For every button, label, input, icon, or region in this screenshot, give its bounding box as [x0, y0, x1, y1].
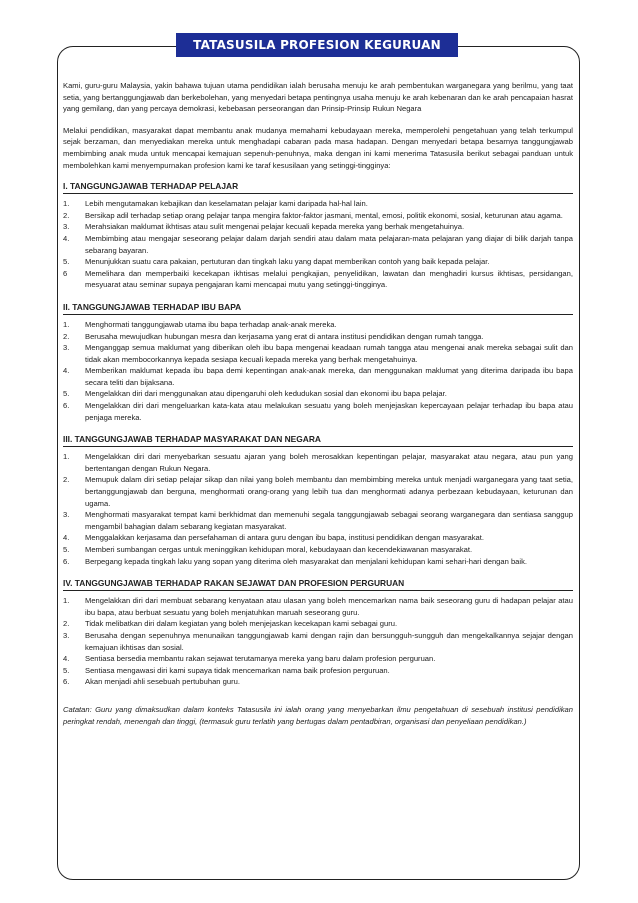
- responsibility-list: [63, 451, 573, 567]
- item-number: 6: [63, 268, 68, 278]
- item-number: 6.: [63, 677, 70, 687]
- intro-paragraph: Kami, guru-guru Malaysia, yakin bahawa tujuan utama pendidikan ialah berusaha menuju ke arah pembentukan warganegara yang berilmu, yang taat setia, yang bertanggungjawab dan berkebolehan, yang menyedari betapa pentingnya usaha menuju ke arah kebenaran dan ke arah pencapaian hasrat yang gemilang, dan yang percaya demokrasi, kebebasan perseorangan dan Prinsip-Prinsip Rukun Negara: [63, 81, 573, 114]
- list-item: [63, 544, 573, 556]
- item-number: 6.: [63, 556, 70, 566]
- section-heading: I. TANGGUNGJAWAB TERHADAP PELAJAR: [63, 181, 573, 194]
- item-text: Menggalakkan kerjasama dan persefahaman di antara guru dengan ibu bapa, institusi pendidikan dengan masyarakat.: [85, 533, 484, 543]
- item-text: Mengelakkan diri dari menyebarkan sesuatu ajaran yang boleh merosakkan kepentingan pelajar, masyarakat atau negara, atau pun yang bertentangan dengan Rukun Negara.: [85, 452, 573, 473]
- list-item: [63, 388, 573, 400]
- item-number: 1.: [63, 199, 70, 209]
- item-number: 2.: [63, 210, 70, 220]
- item-text: Memberi sumbangan cergas untuk meninggikan kehidupan moral, kebudayaan dan kecendekiawanan masyarakat.: [85, 545, 473, 554]
- list-item: [63, 653, 573, 665]
- list-item: [63, 665, 573, 677]
- item-text: Sentiasa mengawasi diri kami supaya tidak mencemarkan nama baik profesion perguruan.: [85, 665, 390, 675]
- item-text: Akan menjadi ahli sesebuah pertubuhan guru.: [85, 677, 240, 687]
- item-text: Memelihara dan memperbaiki kecekapan ikhtisas melalui pengkajian, penyelidikan, lawatan dan menghadiri kursus ikhtisas, persidangan, mesyuarat atau seminar supaya pengajaran kami mencapai mutu yang setinggi-tingginya.: [85, 268, 573, 290]
- item-text: Membimbing atau mengajar seseorang pelajar dalam darjah sendiri atau dalam mata pelajaran-mata pelajaran yang diajar di bilik darjah tanpa sebarang bayaran.: [85, 233, 573, 255]
- list-item: [63, 676, 573, 688]
- item-number: 3.: [63, 630, 70, 640]
- list-item: [63, 509, 573, 532]
- item-number: 4.: [63, 533, 70, 543]
- item-number: 3.: [63, 222, 70, 232]
- list-item: [63, 268, 573, 291]
- responsibility-list: [63, 595, 573, 688]
- list-item: [63, 630, 573, 653]
- list-item: [63, 221, 573, 233]
- list-item: [63, 451, 573, 474]
- list-item: [63, 210, 573, 222]
- list-item: [63, 233, 573, 256]
- list-item: [63, 618, 573, 630]
- item-text: Memupuk dalam diri setiap pelajar sikap dan nilai yang boleh membantu dan membimbing mereka untuk menjadi warganegara yang taat setia, bertanggungjawab dan berguna, menghormati orang-orang yang lebih tua dan menghormati adanya perbezaan kebudayaan, keturunan dan ugama.: [85, 475, 573, 508]
- intro-paragraph: Melalui pendidikan, masyarakat dapat membantu anak mudanya memahami kebudayaan mereka, memperolehi pengetahuan yang telah terkumpul sejak berzaman, dan menyediakan mereka untuk menghadapi cabaran pada masa hadapan. Dengan menyedari betapa besarnya tanggungjawab membimbing anak muda untuk mencapai kemajuan sepenuh-penuhnya, maka dengan ini kami menerima Tatasusila berikut sebagai panduan untuk membolehkan kami menyempurnakan profesion kami ke taraf kesusilaan yang setinggi-tingginya:: [63, 125, 573, 170]
- list-item: [63, 198, 573, 210]
- list-item: [63, 556, 573, 568]
- item-text: Bersikap adil terhadap setiap orang pelajar tanpa mengira faktor-faktor jasmani, mental, emosi, politik ekonomi, sosial, keturunan atau agama.: [85, 210, 563, 220]
- item-number: 2.: [63, 619, 70, 629]
- item-number: 1.: [63, 452, 70, 462]
- footnote: Catatan: Guru yang dimaksudkan dalam konteks Tatasusila ini ialah orang yang menyebarkan ilmu pengetahuan di sesebuah institusi pendidikan peringkat rendah, menengah dan tinggi, (termasuk guru terlatih yang bertugas dalam pentadbiran, organisasi dan penyeliaan pendidikan.): [63, 704, 573, 726]
- list-item: [63, 595, 573, 618]
- item-number: 2.: [63, 475, 70, 485]
- item-text: Mengelakkan diri dari menggunakan atau dipengaruhi oleh kedudukan sosial dan ekonomi ibu bapa pelajar.: [85, 389, 447, 399]
- list-item: [63, 365, 573, 388]
- list-item: [63, 400, 573, 423]
- item-text: Mengelakkan diri dari mengeluarkan kata-kata atau melakukan sesuatu yang boleh menjejaskan kepercayaan pelajar terhadap ibu bapa atau penjaga mereka.: [85, 401, 573, 422]
- list-item: [63, 331, 573, 343]
- item-text: Menghormati masyarakat tempat kami berkhidmat dan memenuhi segala tanggungjawab sebagai seorang warganegara dan sentiasa sanggup mengambil bahagian dalam sebarang kegiatan masyarakat.: [85, 510, 573, 531]
- item-text: Menghormati tanggungjawab utama ibu bapa terhadap anak-anak mereka.: [85, 319, 337, 329]
- section-heading: IV. TANGGUNGJAWAB TERHADAP RAKAN SEJAWAT DAN PROFESION PERGURUAN: [63, 578, 573, 591]
- item-number: 2.: [63, 331, 70, 341]
- item-text: Berusaha dengan sepenuhnya menunaikan tanggungjawab kami dengan rajin dan bersungguh-sungguh dan mengekalkannya sejajar dengan kemajuan ikhtisas dan sosial.: [85, 630, 573, 652]
- item-text: Memberikan maklumat kepada ibu bapa demi kepentingan anak-anak mereka, dan menggunakan maklumat yang diterima daripada ibu bapa secara teliti dan bijaksana.: [85, 366, 573, 387]
- item-number: 1.: [63, 596, 70, 606]
- list-item: [63, 342, 573, 365]
- item-text: Berusaha mewujudkan hubungan mesra dan kerjasama yang erat di antara institusi pendidikan dengan rumah tangga.: [85, 331, 484, 341]
- item-text: Berpegang kepada tingkah laku yang sopan yang diterima oleh masyarakat dan menjalani kehidupan kami sehari-hari dengan baik.: [85, 556, 527, 566]
- item-number: 6.: [63, 401, 70, 411]
- item-text: Tidak melibatkan diri dalam kegiatan yang boleh menjejaskan kecekapan kami sebagai guru.: [85, 619, 398, 629]
- item-number: 4.: [63, 654, 70, 664]
- responsibility-list: [63, 198, 573, 291]
- item-number: 4.: [63, 233, 70, 243]
- item-number: 4.: [63, 366, 70, 376]
- item-text: Lebih mengutamakan kebajikan dan keselamatan pelajar kami daripada hal-hal lain.: [85, 199, 368, 209]
- page-title: TATASUSILA PROFESION KEGURUAN: [176, 33, 458, 57]
- item-number: 1.: [63, 319, 70, 329]
- section-heading: III. TANGGUNGJAWAB TERHADAP MASYARAKAT DAN NEGARA: [63, 434, 573, 447]
- list-item: [63, 319, 573, 331]
- item-text: Sentiasa bersedia membantu rakan sejawat terutamanya mereka yang baru dalam profesion perguruan.: [85, 654, 436, 664]
- item-number: 3.: [63, 510, 70, 520]
- item-number: 3.: [63, 343, 70, 353]
- item-number: 5.: [63, 257, 70, 267]
- section-heading: II. TANGGUNGJAWAB TERHADAP IBU BAPA: [63, 302, 573, 315]
- responsibility-list: [63, 319, 573, 423]
- item-text: Menganggap semua maklumat yang diberikan oleh ibu bapa mengenai keadaan rumah tangga atau mengenai anak mereka sebagai sulit dan tidak akan membocorkannya kepada sesiapa kecuali kepada mereka yang berhak mengetahuinya.: [85, 343, 573, 364]
- item-number: 5.: [63, 665, 70, 675]
- list-item: [63, 256, 573, 268]
- document-body: [63, 80, 573, 737]
- item-text: Mengelakkan diri dari membuat sebarang kenyataan atau ulasan yang boleh mencemarkan nama baik seseorang guru di hadapan pelajar atau ibu bapa, atau berbuat sesuatu yang boleh menjatuhkan maruah seseorang guru.: [85, 596, 573, 617]
- item-number: 5.: [63, 389, 70, 399]
- list-item: [63, 474, 573, 509]
- list-item: [63, 532, 573, 544]
- item-text: Merahsiakan maklumat ikhtisas atau sulit mengenai pelajar kecuali kepada mereka yang berhak mengetahuinya.: [85, 222, 465, 232]
- item-number: 5.: [63, 545, 70, 554]
- item-text: Menunjukkan suatu cara pakaian, pertuturan dan tingkah laku yang dapat memberikan contoh yang baik kepada pelajar.: [85, 257, 490, 267]
